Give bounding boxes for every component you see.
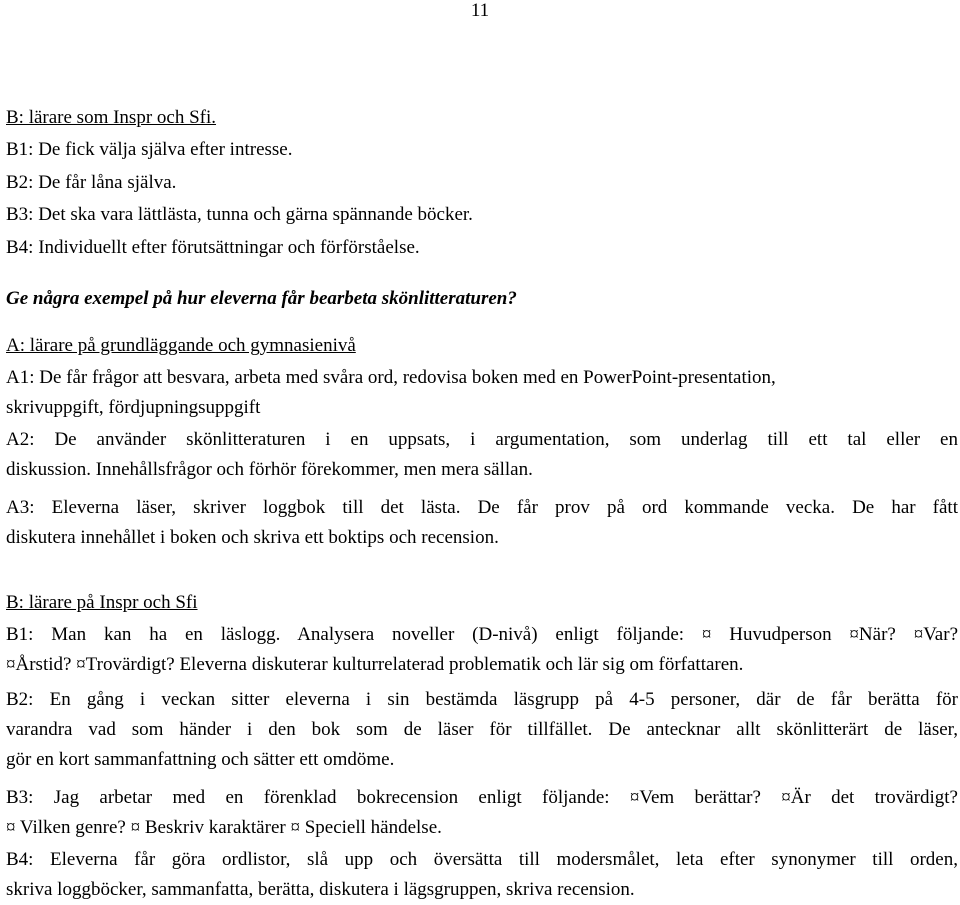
answer-b1-laslogg-line-2: ¤Årstid? ¤Trovärdigt? Eleverna diskuterar kulturrelaterad problematik och lär sig om författaren. <box>6 654 744 675</box>
section-heading-b-inspr-sfi: B: lärare som Inspr och Sfi. <box>6 107 217 128</box>
answer-a1 <box>6 363 958 423</box>
answer-a3 <box>6 493 958 553</box>
answer-b4-ordlistor <box>6 845 958 905</box>
answer-a2 <box>6 425 958 485</box>
answer-b1-laslogg <box>6 620 958 680</box>
page-number: 11 <box>470 0 490 21</box>
answer-b3-bokrecension-line-1: B3: Jag arbetar med en förenklad bokrecension enligt följande: ¤Vem berättar? ¤Är det trovärdigt? <box>6 787 958 808</box>
answer-b2-lasgrupp-line-3: gör en kort sammanfattning och sätter ett omdöme. <box>6 749 395 770</box>
answer-a2-line-1: A2: De använder skönlitteraturen i en uppsats, i argumentation, som underlag till ett tal eller en <box>6 429 958 450</box>
answer-b2-lasgrupp-line-1: B2: En gång i veckan sitter eleverna i sin bestämda läsgrupp på 4-5 personer, där de får berätta för <box>6 689 958 710</box>
answer-b3-bokrecension <box>6 783 958 843</box>
answer-b2-borrow: B2: De får låna själva. <box>6 172 177 193</box>
answer-b3-bokrecension-line-2: ¤ Vilken genre? ¤ Beskriv karaktärer ¤ Speciell händelse. <box>6 817 442 838</box>
section-heading-b-inspr-sfi-2: B: lärare på Inspr och Sfi <box>6 592 198 613</box>
answer-b1-laslogg-line-1: B1: Man kan ha en läslogg. Analysera noveller (D-nivå) enligt följande: ¤ Huvudperson ¤När? ¤Var? <box>6 624 958 645</box>
answer-b4-individual: B4: Individuellt efter förutsättningar och förförståelse. <box>6 237 420 258</box>
section-heading-a-grundlaggande: A: lärare på grundläggande och gymnasienivå <box>6 335 356 356</box>
answer-a1-line-2: skrivuppgift, fördjupningsuppgift <box>6 397 261 418</box>
answer-a1-line-1: A1: De får frågor att besvara, arbeta med svåra ord, redovisa boken med en PowerPoint-presentation, <box>6 367 776 388</box>
answer-b1-choice: B1: De fick välja själva efter intresse. <box>6 139 293 160</box>
question-heading: Ge några exempel på hur eleverna får bearbeta skönlitteraturen? <box>6 288 517 309</box>
answer-a2-line-2: diskussion. Innehållsfrågor och förhör förekommer, men mera sällan. <box>6 459 533 480</box>
answer-b2-lasgrupp-line-2: varandra vad som händer i den bok som de läser för tillfället. De antecknar allt skönlitterärt de läser, <box>6 719 958 740</box>
answer-a3-line-2: diskutera innehållet i boken och skriva ett boktips och recension. <box>6 527 499 548</box>
answer-b4-ordlistor-line-1: B4: Eleverna får göra ordlistor, slå upp och översätta till modersmålet, leta efter synonymer till orden, <box>6 849 958 870</box>
answer-b4-ordlistor-line-2: skriva loggböcker, sammanfatta, berätta, diskutera i lägsgruppen, skriva recension. <box>6 879 635 900</box>
answer-a3-line-1: A3: Eleverna läser, skriver loggbok till det lästa. De får prov på ord kommande vecka. De har fått <box>6 497 958 518</box>
answer-b2-lasgrupp <box>6 685 958 775</box>
answer-b3-easy-read: B3: Det ska vara lättlästa, tunna och gärna spännande böcker. <box>6 204 473 225</box>
